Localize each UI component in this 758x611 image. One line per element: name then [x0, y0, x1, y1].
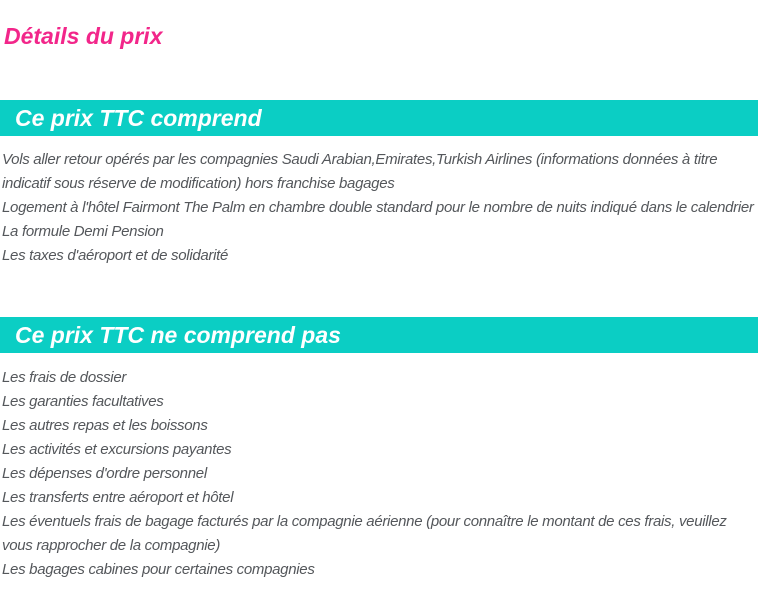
price-excludes-header: Ce prix TTC ne comprend pas — [0, 317, 758, 353]
price-includes-list — [0, 148, 758, 268]
price-list-item: Logement à l'hôtel Fairmont The Palm en chambre double standard pour le nombre de nuits indiqué dans le calendrier — [2, 199, 754, 216]
page-title: Détails du prix — [4, 23, 163, 49]
price-list-item: Les autres repas et les boissons — [2, 417, 208, 434]
price-list-item: Les bagages cabines pour certaines compagnies — [2, 561, 315, 578]
section-price-excludes — [0, 317, 758, 582]
price-list-item: Les garanties facultatives — [2, 393, 164, 410]
price-includes-header: Ce prix TTC comprend — [0, 100, 758, 136]
price-list-item: Les éventuels frais de bagage facturés par la compagnie aérienne (pour connaître le montant de ces frais, veuillez vous rapprocher de la compagnie) — [2, 513, 727, 554]
price-list-item: Vols aller retour opérés par les compagnies Saudi Arabian,Emirates,Turkish Airlines (informations données à titre indicatif sous réserve de modification) hors franchise bagages — [2, 151, 718, 192]
price-list-item: Les activités et excursions payantes — [2, 441, 232, 458]
section-price-includes — [0, 100, 758, 268]
price-list-item: La formule Demi Pension — [2, 223, 164, 240]
price-list-item: Les taxes d'aéroport et de solidarité — [2, 247, 229, 264]
price-list-item: Les dépenses d'ordre personnel — [2, 465, 207, 482]
price-excludes-list — [0, 366, 758, 582]
price-list-item: Les transferts entre aéroport et hôtel — [2, 489, 234, 506]
price-list-item: Les frais de dossier — [2, 369, 127, 386]
